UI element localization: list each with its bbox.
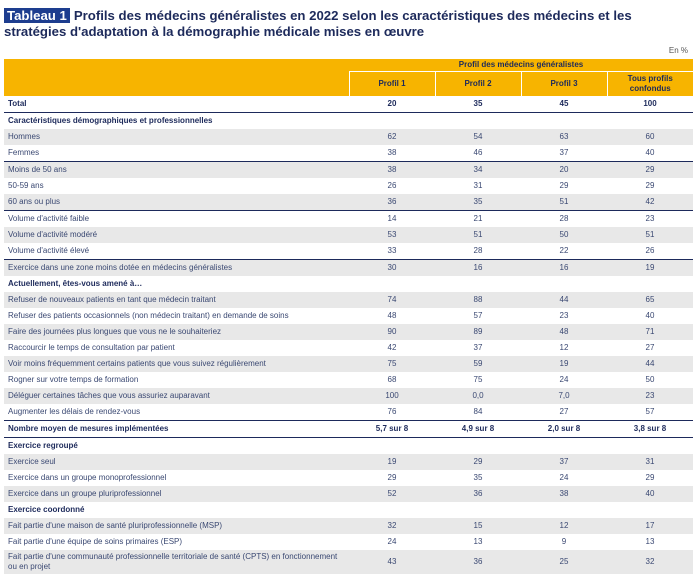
value-cell: 24 (559, 375, 569, 384)
empty-cell (521, 276, 607, 292)
row-label: Volume d'activité modéré (4, 227, 349, 243)
value-cell: 17 (607, 518, 693, 534)
value-cell: 15 (435, 518, 521, 534)
data-table (4, 59, 693, 574)
total-row (4, 96, 693, 113)
empty-cell (607, 502, 693, 518)
table-row (4, 324, 693, 340)
table-row (4, 486, 693, 502)
value-cell: 25 (521, 550, 607, 574)
value-cell: 37 (521, 454, 607, 470)
value-cell: 35 (473, 473, 483, 482)
section-header (4, 502, 693, 518)
table-row (4, 372, 693, 388)
row-label: Faire des journées plus longues que vous ne le souhaiteriez (4, 324, 349, 340)
table-row (4, 227, 693, 243)
value-cell: 42 (387, 343, 397, 352)
value-cell: 7,0 (521, 388, 607, 404)
value-cell: 37 (473, 343, 483, 352)
table-row (4, 211, 693, 228)
table-row (4, 145, 693, 162)
empty-cell (435, 438, 521, 455)
section-header (4, 438, 693, 455)
row-label: Actuellement, êtes-vous amené à… (8, 279, 143, 288)
value-cell: 4,9 sur 8 (435, 421, 521, 438)
table-row (4, 260, 693, 277)
value-cell: 37 (521, 145, 607, 162)
column-header-profil-1: Profil 1 (349, 72, 435, 97)
empty-cell (607, 113, 693, 130)
table-row (4, 454, 693, 470)
empty-cell (435, 276, 521, 292)
empty-cell (349, 113, 435, 130)
value-cell: 22 (521, 243, 607, 260)
table-row (4, 129, 693, 145)
value-cell: 2,0 sur 8 (521, 421, 607, 438)
value-cell: 38 (349, 145, 435, 162)
empty-cell (349, 276, 435, 292)
table-row (4, 194, 693, 211)
value-cell: 44 (607, 356, 693, 372)
value-cell: 42 (607, 194, 693, 211)
value-cell: 34 (435, 162, 521, 179)
row-label: Exercice dans un groupe pluriprofessionnel (4, 486, 349, 502)
value-cell: 89 (435, 324, 521, 340)
row-label: Fait partie d'une maison de santé pluriprofessionnelle (MSP) (4, 518, 349, 534)
value-cell: 88 (435, 292, 521, 308)
value-cell: 53 (349, 227, 435, 243)
value-cell: 3,8 sur 8 (607, 421, 693, 438)
column-header-profil-2: Profil 2 (435, 72, 521, 97)
value-cell: 75 (473, 375, 483, 384)
header-empty-cell (4, 59, 349, 72)
table-number-tag: Tableau 1 (4, 8, 70, 23)
table-row (4, 518, 693, 534)
value-cell: 31 (607, 454, 693, 470)
value-cell: 14 (387, 214, 397, 223)
value-cell: 57 (645, 407, 655, 416)
value-cell: 51 (435, 227, 521, 243)
value-cell: 74 (349, 292, 435, 308)
value-cell: 30 (349, 260, 435, 277)
value-cell: 52 (349, 486, 435, 502)
value-cell: 29 (607, 162, 693, 179)
value-cell: 16 (435, 260, 521, 277)
table-row (4, 178, 693, 194)
value-cell: 13 (473, 537, 483, 546)
value-cell: 40 (645, 311, 655, 320)
value-cell: 50 (645, 375, 655, 384)
row-label: Caractéristiques démographiques et professionnelles (8, 116, 213, 125)
header-group-label: Profil des médecins généralistes (349, 59, 693, 72)
value-cell: 76 (387, 407, 397, 416)
value-cell: 19 (349, 454, 435, 470)
value-cell: 63 (521, 129, 607, 145)
value-cell: 19 (607, 260, 693, 277)
value-cell: 28 (559, 214, 569, 223)
value-cell: 20 (521, 162, 607, 179)
empty-cell (521, 113, 607, 130)
table-row (4, 404, 693, 421)
value-cell: 32 (349, 518, 435, 534)
empty-cell (435, 502, 521, 518)
value-cell: 54 (435, 129, 521, 145)
value-cell: 35 (435, 96, 521, 113)
row-label: Exercice dans une zone moins dotée en médecins généralistes (4, 260, 349, 277)
empty-cell (607, 438, 693, 455)
table-row (4, 534, 693, 550)
row-label: Exercice dans un groupe monoprofessionnel (8, 473, 167, 482)
value-cell: 36 (349, 194, 435, 211)
value-cell: 31 (473, 181, 483, 190)
row-label: Rogner sur votre temps de formation (8, 375, 139, 384)
row-label: Moins de 50 ans (4, 162, 349, 179)
value-cell: 29 (645, 473, 655, 482)
value-cell: 27 (645, 343, 655, 352)
value-cell: 62 (349, 129, 435, 145)
value-cell: 0,0 (435, 388, 521, 404)
value-cell: 20 (349, 96, 435, 113)
value-cell: 48 (521, 324, 607, 340)
value-cell: 50 (521, 227, 607, 243)
value-cell: 51 (521, 194, 607, 211)
value-cell: 36 (435, 550, 521, 574)
row-label: Total (4, 96, 349, 113)
row-label: Voir moins fréquemment certains patients que vous suivez régulièrement (4, 356, 349, 372)
value-cell: 40 (607, 145, 693, 162)
row-label: Exercice seul (4, 454, 349, 470)
table-row (4, 292, 693, 308)
value-cell: 29 (645, 181, 655, 190)
value-cell: 26 (607, 243, 693, 260)
value-cell: 100 (607, 96, 693, 113)
value-cell: 19 (521, 356, 607, 372)
value-cell: 26 (387, 181, 397, 190)
section-header (4, 113, 693, 130)
value-cell: 59 (435, 356, 521, 372)
table-row (4, 243, 693, 260)
value-cell: 29 (387, 473, 397, 482)
value-cell: 28 (435, 243, 521, 260)
value-cell: 40 (607, 486, 693, 502)
value-cell: 29 (559, 181, 569, 190)
empty-cell (349, 502, 435, 518)
value-cell: 23 (607, 388, 693, 404)
row-label: Exercice coordonné (8, 505, 85, 514)
header-row-group (4, 59, 693, 72)
value-cell: 23 (559, 311, 569, 320)
row-label: Déléguer certaines tâches que vous assuriez auparavant (4, 388, 349, 404)
unit-label: En % (668, 46, 688, 55)
value-cell: 46 (435, 145, 521, 162)
column-header-tous-profils: Tous profils confondus (607, 72, 693, 97)
row-label: Raccourcir le temps de consultation par patient (8, 343, 175, 352)
value-cell: 60 (607, 129, 693, 145)
table-row (4, 308, 693, 324)
table-row (4, 388, 693, 404)
value-cell: 48 (387, 311, 397, 320)
empty-cell (521, 502, 607, 518)
header-row-columns (4, 72, 693, 97)
table-row (4, 550, 693, 574)
value-cell: 12 (559, 343, 569, 352)
row-label: Refuser de nouveaux patients en tant que médecin traitant (4, 292, 349, 308)
value-cell: 71 (607, 324, 693, 340)
value-cell: 24 (559, 473, 569, 482)
value-cell: 5,7 sur 8 (349, 421, 435, 438)
value-cell: 16 (521, 260, 607, 277)
value-cell: 38 (521, 486, 607, 502)
value-cell: 44 (521, 292, 607, 308)
row-label: Volume d'activité élevé (4, 243, 349, 260)
value-cell: 24 (387, 537, 397, 546)
value-cell: 29 (435, 454, 521, 470)
row-label: Hommes (4, 129, 349, 145)
value-cell: 84 (473, 407, 483, 416)
row-label: Nombre moyen de mesures implémentées (4, 421, 349, 438)
row-label: Fait partie d'une communauté professionnelle territoriale de santé (CPTS) en fonctionnement ou en projet (4, 550, 349, 574)
row-label: Exercice regroupé (8, 441, 78, 450)
value-cell: 36 (435, 486, 521, 502)
empty-cell (349, 438, 435, 455)
row-label: Augmenter les délais de rendez-vous (8, 407, 141, 416)
table-row (4, 340, 693, 356)
column-header-profil-3: Profil 3 (521, 72, 607, 97)
value-cell: 65 (607, 292, 693, 308)
value-cell: 43 (349, 550, 435, 574)
row-label: 50-59 ans (8, 181, 44, 190)
row-label: 60 ans ou plus (4, 194, 349, 211)
value-cell: 27 (559, 407, 569, 416)
table-title (4, 8, 694, 40)
value-cell: 32 (607, 550, 693, 574)
value-cell: 38 (349, 162, 435, 179)
value-cell: 57 (473, 311, 483, 320)
row-label: Fait partie d'une équipe de soins primaires (ESP) (8, 537, 183, 546)
value-cell: 12 (521, 518, 607, 534)
row-label: Volume d'activité faible (8, 214, 90, 223)
value-cell: 21 (473, 214, 483, 223)
value-cell: 23 (645, 214, 655, 223)
value-cell: 13 (645, 537, 655, 546)
section-header (4, 276, 693, 292)
header-empty-cell (4, 72, 349, 97)
value-cell: 68 (387, 375, 397, 384)
value-cell: 35 (435, 194, 521, 211)
table-row (4, 162, 693, 179)
row-label: Refuser des patients occasionnels (non médecin traitant) en demande de soins (8, 311, 289, 320)
value-cell: 75 (349, 356, 435, 372)
empty-cell (607, 276, 693, 292)
value-cell: 51 (607, 227, 693, 243)
table-row (4, 356, 693, 372)
value-cell: 100 (349, 388, 435, 404)
value-cell: 45 (521, 96, 607, 113)
summary-row (4, 421, 693, 438)
table-row (4, 470, 693, 486)
value-cell: 33 (349, 243, 435, 260)
empty-cell (435, 113, 521, 130)
value-cell: 9 (561, 537, 567, 546)
empty-cell (521, 438, 607, 455)
row-label: Femmes (4, 145, 349, 162)
value-cell: 90 (349, 324, 435, 340)
table-title-text: Profils des médecins généralistes en 2022 selon les caractéristiques des médecins et les stratégies d'adaptation à la démographie médicale mises en œuvre (4, 8, 632, 39)
